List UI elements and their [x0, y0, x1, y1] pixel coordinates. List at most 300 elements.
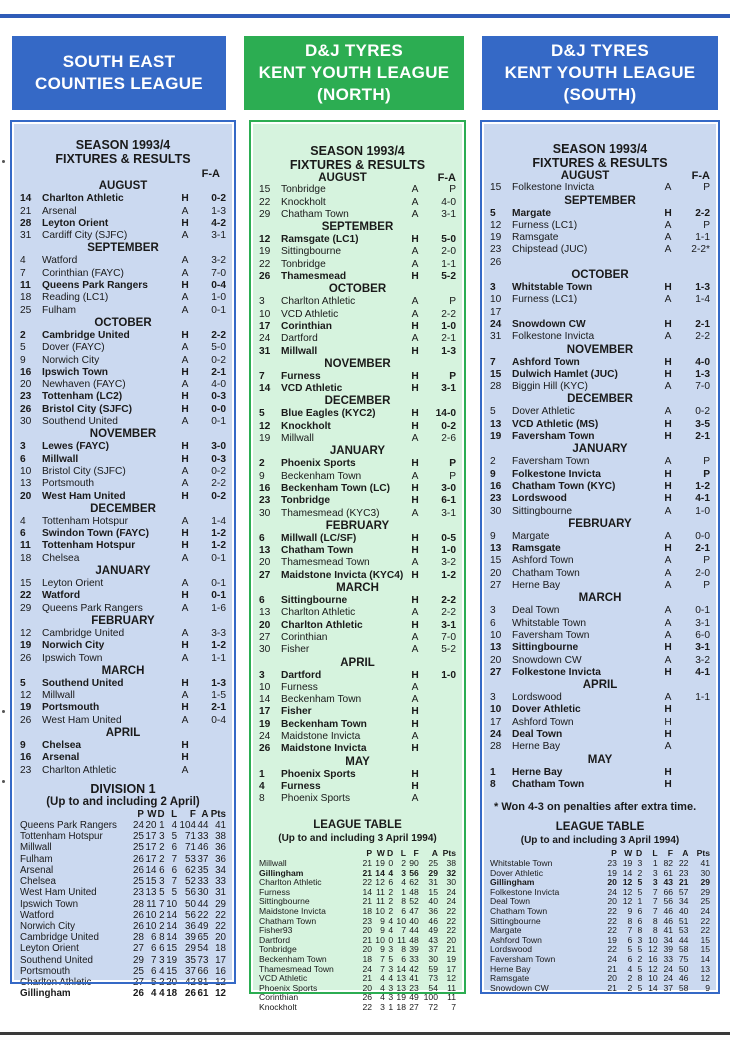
- fixture-row: [20, 193, 226, 205]
- fixture-opponent: Southend United: [42, 677, 124, 689]
- stat-cell: 23: [409, 982, 419, 993]
- fixture-venue: A: [411, 296, 419, 308]
- fixture-date: 19: [259, 433, 271, 445]
- fixture-date: 27: [490, 580, 502, 592]
- stat-cell: 12: [215, 988, 226, 1000]
- fixture-date: 29: [20, 602, 32, 614]
- month-heading: NOVEMBER: [89, 428, 157, 441]
- table-subtitle: (Up to and including 3 April 1994): [520, 835, 680, 847]
- stat-cell: 43: [663, 877, 674, 888]
- fixture-opponent: Portsmouth: [42, 478, 95, 490]
- fixture-row: [259, 433, 456, 445]
- fixture-opponent: Norwich City: [42, 640, 105, 652]
- fixture-venue: H: [411, 420, 419, 432]
- stat-cell: 10: [375, 906, 385, 917]
- fixture-venue: H: [664, 704, 672, 716]
- stat-cell: 1: [388, 1001, 394, 1012]
- fixture-date: 4: [20, 515, 26, 527]
- fixture-opponent: Leyton Orient: [42, 578, 104, 590]
- fixture-row: [490, 767, 710, 779]
- fixture-venue: H: [664, 318, 672, 330]
- month-heading: APRIL: [340, 656, 375, 669]
- fixture-venue: A: [181, 764, 189, 776]
- fixture-opponent: Thamesmead (KYC3): [281, 507, 380, 519]
- fixture-date: 21: [20, 205, 32, 217]
- stat-cell: 48: [409, 886, 419, 897]
- fixture-venue: H: [411, 532, 419, 544]
- fixture-result: 0-1: [211, 578, 226, 590]
- stat-cell: 49: [428, 925, 438, 936]
- fixture-row: [490, 469, 710, 481]
- stat-cell: 20: [607, 896, 617, 907]
- fixture-opponent: Phoenix Sports: [281, 793, 351, 805]
- fixture-date: 19: [259, 718, 271, 730]
- header-kent-youth-south: [482, 36, 718, 110]
- fixture-date: 26: [20, 403, 32, 415]
- fixture-opponent: Furness: [281, 681, 318, 693]
- stat-cell: 30: [428, 954, 438, 964]
- fixture-opponent: Ramsgate: [512, 232, 559, 244]
- stat-cell: 5: [151, 976, 157, 988]
- fixture-venue: A: [664, 406, 672, 418]
- fixture-date: 30: [259, 507, 271, 519]
- fixture-opponent: Lewes (FAYC): [42, 441, 109, 453]
- fixture-result: 1-0: [695, 505, 710, 517]
- stat-cell: 1: [159, 820, 165, 832]
- fixture-date: 22: [20, 590, 32, 602]
- header-kent-youth-north: [244, 36, 464, 110]
- fixture-opponent: Chelsea: [42, 552, 80, 564]
- header-line: (NORTH): [317, 85, 391, 104]
- fixture-row: [20, 355, 226, 367]
- header-line: SOUTH EAST: [62, 52, 176, 71]
- team-name: Millwall: [20, 842, 52, 854]
- stat-cell: 10: [375, 934, 385, 945]
- table-header-cell: [20, 809, 131, 820]
- stat-cell: 57: [678, 886, 689, 897]
- fixture-row: [20, 765, 226, 777]
- fixture-opponent: Watford: [42, 590, 81, 602]
- table-header-cell: W: [624, 848, 633, 859]
- team-name: Herne Bay: [490, 963, 531, 974]
- fixture-list: [20, 180, 226, 777]
- stat-cell: 30: [197, 887, 209, 899]
- fixture-row: [490, 779, 710, 791]
- fixture-venue: H: [664, 468, 672, 480]
- fixture-date: 29: [259, 208, 271, 220]
- stat-cell: 5: [637, 877, 643, 888]
- fixture-opponent: Chatham Town: [512, 567, 580, 579]
- fixture-date: 10: [20, 465, 32, 477]
- league-table-title: [259, 819, 456, 845]
- fixture-result: 1-1: [695, 692, 710, 704]
- fixture-result: 1-3: [211, 677, 226, 689]
- fixture-venue: H: [664, 642, 672, 654]
- table-row: [20, 910, 226, 921]
- fixture-opponent: Portsmouth: [42, 702, 100, 714]
- fixture-venue: A: [664, 219, 672, 231]
- stat-cell: 14: [700, 954, 710, 964]
- table-row: [20, 876, 226, 887]
- stat-cell: 25: [133, 831, 144, 843]
- fixture-result: 3-1: [211, 230, 226, 242]
- stat-cell: 37: [185, 965, 196, 977]
- stat-cell: 7: [652, 886, 658, 897]
- fixture-opponent: Folkestone Invicta: [512, 468, 601, 480]
- fixture-venue: H: [411, 383, 419, 395]
- stat-cell: 2: [637, 954, 643, 964]
- fixture-date: 9: [490, 468, 496, 480]
- stat-cell: 5: [637, 963, 643, 974]
- fixture-opponent: Chipstead (JUC): [512, 244, 588, 256]
- stat-cell: 37: [663, 982, 674, 993]
- stat-cell: 46: [663, 906, 674, 917]
- stat-cell: 21: [362, 896, 373, 907]
- stat-cell: 5: [171, 887, 178, 899]
- table-row: [20, 966, 226, 977]
- fixture-row: [259, 508, 456, 520]
- fixture-venue: A: [664, 244, 672, 256]
- stat-cell: 41: [409, 973, 419, 984]
- fixture-result: 3-3: [211, 627, 226, 639]
- fixture-row: [490, 741, 710, 753]
- fixture-opponent: Blue Eagles (KYC2): [281, 408, 376, 420]
- stat-cell: 21: [446, 944, 456, 955]
- fixture-result: 1-3: [211, 205, 226, 217]
- stat-cell: 10: [648, 934, 658, 945]
- fixture-date: 20: [259, 619, 271, 631]
- stat-cell: 51: [678, 915, 689, 926]
- fixture-opponent: Leyton Orient: [42, 217, 109, 229]
- stat-cell: 29: [133, 954, 144, 966]
- stat-cell: 49: [197, 920, 209, 932]
- stat-cell: 26: [133, 988, 144, 1000]
- fixture-date: 10: [259, 681, 271, 693]
- league-table: [20, 809, 226, 999]
- fixture-row: [259, 408, 456, 420]
- table-header-row: [20, 809, 226, 820]
- fixture-venue: [656, 257, 680, 269]
- fixture-venue: A: [411, 793, 419, 805]
- stat-cell: 28: [133, 932, 144, 944]
- fixture-date: 23: [490, 244, 502, 256]
- stat-cell: 3: [159, 876, 165, 888]
- stat-cell: 21: [362, 973, 373, 984]
- fixture-result: 2-2: [441, 595, 456, 607]
- fixture-result: [680, 307, 710, 319]
- fixture-opponent: Sittingbourne: [512, 505, 573, 517]
- fixture-date: 26: [20, 652, 32, 664]
- stat-cell: 0: [388, 858, 394, 869]
- fixture-venue: H: [411, 595, 419, 607]
- stat-cell: 3: [159, 954, 165, 966]
- fixture-date: 15: [20, 578, 32, 590]
- stat-cell: 58: [678, 944, 689, 955]
- fixture-result: 1-2: [211, 528, 226, 540]
- fixture-result: 0-1: [211, 304, 226, 316]
- fixture-venue: A: [181, 342, 189, 354]
- fixture-date: 23: [20, 764, 32, 776]
- stat-cell: 2: [627, 973, 633, 984]
- fixture-row: [20, 653, 226, 665]
- team-name: Watford: [20, 909, 54, 921]
- fixture-opponent: Bristol City (SJFC): [42, 403, 132, 415]
- fixture-row: [490, 618, 710, 630]
- fixture-row: [259, 333, 456, 345]
- fixture-opponent: Tottenham Hotspur: [42, 515, 129, 527]
- fixture-result: 2-2: [211, 478, 226, 490]
- fixture-result: 4-2: [211, 217, 226, 229]
- team-name: Gillingham: [259, 867, 304, 878]
- fixture-opponent: Chatham Town: [281, 208, 349, 220]
- stat-cell: 90: [409, 858, 419, 869]
- fixture-row: [259, 246, 456, 258]
- fixture-result: 1-1: [211, 652, 226, 664]
- fixture-date: 2: [20, 329, 26, 341]
- fixture-opponent: Herne Bay: [512, 766, 563, 778]
- stat-cell: 4: [380, 992, 385, 1003]
- fixture-venue: A: [664, 692, 672, 704]
- fixture-date: 1: [490, 766, 496, 778]
- stat-cell: 13: [396, 973, 406, 984]
- month-heading: NOVEMBER: [566, 343, 634, 356]
- stat-cell: 58: [678, 982, 689, 993]
- stat-cell: 26: [133, 864, 144, 876]
- fixture-result: 1-0: [441, 545, 456, 557]
- fixture-opponent: Arsenal: [42, 205, 77, 217]
- fixture-date: 16: [20, 366, 32, 378]
- stat-cell: 2: [159, 976, 165, 988]
- team-name: Queens Park Rangers: [20, 820, 117, 832]
- fixture-date: 20: [490, 654, 502, 666]
- fixture-date: 12: [20, 627, 32, 639]
- fixture-result: P: [449, 184, 456, 196]
- stat-cell: 20: [166, 976, 178, 988]
- team-name: Chatham Town: [490, 906, 548, 917]
- fixture-opponent: Charlton Athletic: [42, 764, 117, 776]
- panel-title: [259, 144, 456, 172]
- fixture-row: [259, 471, 456, 483]
- month-heading: AUGUST: [560, 170, 610, 182]
- fixture-venue: A: [181, 552, 189, 564]
- stat-cell: 20: [446, 934, 456, 945]
- fixture-venue: H: [181, 441, 189, 453]
- fixture-result: 2-2: [695, 331, 710, 343]
- stat-cell: 6: [637, 906, 643, 917]
- stat-cell: 3: [388, 944, 394, 955]
- fixture-date: 9: [20, 739, 26, 751]
- fixture-venue: H: [181, 640, 189, 652]
- stat-cell: 23: [362, 915, 373, 926]
- fixture-opponent: Southend United: [42, 416, 118, 428]
- stat-cell: 29: [700, 877, 710, 888]
- fixture-result: 1-3: [695, 282, 710, 294]
- fixture-result: 3-1: [441, 619, 456, 631]
- stat-cell: 21: [362, 858, 373, 869]
- stat-cell: 20: [607, 973, 617, 984]
- stat-cell: 52: [409, 896, 419, 907]
- fixture-row: [259, 421, 456, 433]
- stat-cell: 44: [678, 934, 689, 945]
- stat-cell: 24: [362, 963, 373, 974]
- team-name: VCD Athletic: [259, 973, 308, 984]
- stat-cell: 22: [215, 920, 226, 932]
- fixture-result: 3-1: [441, 507, 456, 519]
- fixture-row: [490, 493, 710, 505]
- fixture-result: 6-1: [441, 495, 456, 507]
- fixture-venue: H: [664, 493, 672, 505]
- fixture-result: 3-1: [695, 642, 710, 654]
- season-label: SEASON 1993/4: [310, 144, 405, 158]
- fixture-date: 5: [490, 406, 496, 418]
- fixture-opponent: [512, 307, 656, 319]
- fixture-venue: A: [181, 478, 189, 490]
- fixture-row: [490, 456, 710, 468]
- stat-cell: 43: [428, 934, 438, 945]
- fixture-result: 4-1: [695, 666, 710, 678]
- fixture-date: 4: [259, 780, 265, 792]
- table-header-cell: Pts: [696, 848, 710, 859]
- table-header-cell: W: [147, 808, 157, 820]
- table-row: [259, 1003, 456, 1013]
- fixture-row: [259, 184, 456, 196]
- fixture-opponent: Norwich City: [42, 354, 100, 366]
- fixture-opponent: Folkestone Invicta: [512, 331, 595, 343]
- fixture-date: 11: [20, 540, 31, 552]
- fixture-date: 12: [259, 234, 271, 246]
- fixture-date: 19: [490, 431, 502, 443]
- fixture-result: 7-0: [211, 267, 226, 279]
- fixture-row: [490, 294, 710, 306]
- team-name: Norwich City: [20, 920, 75, 932]
- fixture-result: 2-1: [695, 431, 710, 443]
- fixture-date: 17: [490, 306, 502, 318]
- stat-cell: 24: [446, 886, 456, 897]
- fixture-row: [259, 743, 456, 755]
- fixture-opponent: West Ham United: [42, 714, 122, 726]
- fixture-row: [20, 391, 226, 403]
- fixture-result: 5-0: [211, 342, 226, 354]
- header-text: [35, 51, 203, 95]
- stat-cell: 3: [388, 992, 394, 1003]
- fixture-venue: A: [411, 308, 419, 320]
- fixture-venue: A: [664, 629, 672, 641]
- fixture-row: [259, 495, 456, 507]
- fixture-date: 17: [259, 706, 271, 718]
- fixture-venue: A: [181, 267, 189, 279]
- fixture-opponent: Millwall: [42, 453, 79, 465]
- stat-cell: 29: [185, 943, 196, 955]
- table-header-cell: F: [667, 848, 674, 859]
- fixture-opponent: Tonbridge: [281, 495, 331, 507]
- stat-cell: 4: [627, 963, 633, 974]
- table-subtitle: (Up to and including 3 April 1994): [278, 833, 437, 845]
- stat-cell: 3: [380, 1001, 385, 1012]
- stat-cell: 10: [145, 909, 157, 921]
- fixture-opponent: Sittingbourne: [281, 595, 348, 607]
- month-heading: OCTOBER: [94, 316, 152, 329]
- fixture-result: 0-1: [695, 605, 710, 617]
- stat-cell: 39: [409, 944, 419, 955]
- fixture-venue: H: [411, 408, 419, 420]
- fixture-row: [259, 197, 456, 209]
- fixture-date: 22: [259, 258, 271, 270]
- stat-cell: 36: [215, 842, 226, 854]
- stat-cell: 4: [388, 915, 394, 926]
- fixture-date: 30: [20, 416, 32, 428]
- fixture-opponent: Maidstone Invicta: [281, 743, 367, 755]
- fixture-date: 15: [490, 555, 502, 567]
- fixture-opponent: Bristol City (SJFC): [42, 465, 126, 477]
- team-name: Chelsea: [20, 876, 56, 888]
- stat-cell: 15: [428, 886, 438, 897]
- fixture-opponent: Dover (FAYC): [42, 342, 105, 354]
- stat-cell: 7: [401, 925, 406, 936]
- fixture-result: 2-2: [441, 607, 456, 619]
- fixture-venue: A: [664, 232, 672, 244]
- stat-cell: 12: [700, 973, 710, 984]
- team-name: Whitstable Town: [490, 858, 553, 869]
- table-header-row: [259, 849, 456, 859]
- stat-cell: 22: [607, 906, 617, 917]
- stat-cell: 59: [428, 963, 438, 974]
- fixture-opponent: Whitstable Town: [512, 617, 586, 629]
- team-name: Dover Athletic: [490, 867, 544, 878]
- month-heading: OCTOBER: [571, 269, 629, 282]
- stat-cell: 10: [145, 920, 157, 932]
- stat-cell: 36: [215, 853, 226, 865]
- fixture-date: 31: [259, 345, 271, 357]
- fixture-result: P: [703, 219, 710, 231]
- fixture-opponent: Tottenham Hotspur: [42, 540, 136, 552]
- stat-cell: 4: [388, 973, 394, 984]
- header-line: COUNTIES LEAGUE: [35, 74, 203, 93]
- stat-cell: 36: [428, 906, 438, 917]
- fixture-venue: A: [664, 331, 672, 343]
- fixture-date: 5: [490, 207, 496, 219]
- fixture-result: 3-1: [441, 208, 456, 220]
- fixture-result: 1-5: [211, 690, 226, 702]
- fixture-result: 2-0: [695, 567, 710, 579]
- stat-cell: 18: [362, 906, 373, 917]
- fixture-result: [426, 694, 456, 706]
- stat-cell: 6: [151, 965, 157, 977]
- stat-cell: 2: [388, 896, 394, 907]
- stat-cell: 25: [133, 876, 144, 888]
- fixture-row: [20, 478, 226, 490]
- stat-cell: 66: [663, 886, 674, 897]
- fixture-venue: H: [181, 702, 189, 714]
- fixture-row: [20, 292, 226, 304]
- fixture-row: [490, 357, 710, 369]
- stat-cell: 6: [151, 943, 157, 955]
- fixture-venue: H: [181, 540, 189, 552]
- stat-cell: 54: [428, 982, 438, 993]
- fixture-date: 5: [259, 408, 265, 420]
- panel-kent-youth-north: [251, 122, 464, 1012]
- fixture-venue: A: [411, 433, 419, 445]
- fixture-venue: A: [664, 505, 672, 517]
- stat-cell: 7: [171, 853, 178, 865]
- margin-dot: [2, 160, 5, 163]
- fixture-result: 2-1: [441, 333, 456, 345]
- fixture-row: [20, 404, 226, 416]
- fixture-venue: H: [411, 619, 419, 631]
- fixture-row: [490, 220, 710, 232]
- fixture-venue: H: [664, 778, 672, 790]
- team-name: Margate: [490, 925, 522, 936]
- fixtures-results-label: FIXTURES & RESULTS: [289, 158, 426, 172]
